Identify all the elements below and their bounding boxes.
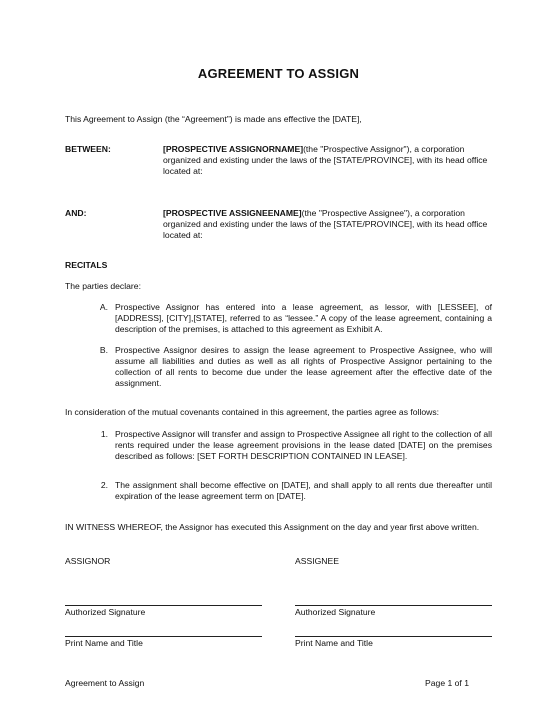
term-2-marker: 2. — [100, 480, 108, 490]
assignor-signature-line[interactable] — [65, 605, 262, 606]
assignee-print-name-line[interactable] — [295, 636, 492, 637]
footer-document-name: Agreement to Assign — [65, 678, 145, 688]
recital-a-marker: A. — [99, 302, 108, 312]
and-label: AND: — [65, 208, 87, 218]
intro-paragraph: This Agreement to Assign (the “Agreement”) is made ans effective the [DATE], — [65, 114, 362, 124]
document-title: AGREEMENT TO ASSIGN — [197, 66, 360, 81]
between-party-text — [163, 144, 493, 177]
term-1-text: Prospective Assignor will transfer and assign to Prospective Assignee all right to the collection of all rents required under the lease agreement provisions in the lease dated [DATE] on the premises described as follows: [SET FORTH DESCRIPTION CONTAINED IN LEASE]. — [115, 429, 492, 461]
assignor-description: (the "Prospective Assignor"), a corporation organized and existing under the laws of the [STATE/PROVINCE], with its head office located at: — [163, 144, 488, 176]
assignor-name-placeholder: [PROSPECTIVE ASSIGNORNAME] — [163, 144, 304, 154]
assignee-name-placeholder: [PROSPECTIVE ASSIGNEENAME] — [163, 208, 302, 218]
recital-b-marker: B. — [99, 345, 108, 355]
assignee-description: (the "Prospective Assignee"), a corporation organized and existing under the laws of the [STATE/PROVINCE], with its head office located at: — [163, 208, 488, 240]
footer-page-number: Page 1 of 1 — [425, 678, 469, 688]
assignee-print-caption: Print Name and Title — [295, 638, 373, 648]
assignee-signature-line[interactable] — [295, 605, 492, 606]
assignor-label: ASSIGNOR — [65, 556, 111, 566]
assignor-signature-caption: Authorized Signature — [65, 607, 146, 617]
assignee-signature-caption: Authorized Signature — [295, 607, 376, 617]
term-1-marker: 1. — [100, 429, 108, 439]
assignor-print-name-line[interactable] — [65, 636, 262, 637]
witness-paragraph: IN WITNESS WHEREOF, the Assignor has executed this Assignment on the day and year first above written. — [65, 522, 480, 532]
recital-b-text: Prospective Assignor desires to assign the lease agreement to Prospective Assignee, who will assume all liabilities and duties as well as all rights of Prospective Assignor pertaining to the collection of all rents to become due under the lease agreement after the effective date of the assignment. — [115, 345, 492, 388]
recital-a-text: Prospective Assignor has entered into a lease agreement, as lessor, with [LESSEE], of [ADDRESS], [CITY],[STATE], referred to as “lessee.” A copy of the lease agreement, containing a description of the premises, is attached to this agreement as Exhibit A. — [115, 302, 492, 334]
recitals-heading: RECITALS — [65, 260, 108, 270]
between-label: BETWEEN: — [65, 144, 111, 154]
term-2-text: The assignment shall become effective on [DATE], and shall apply to all rents due thereafter until expiration of the lease agreement term on [DATE]. — [115, 480, 492, 501]
assignor-print-caption: Print Name and Title — [65, 638, 143, 648]
recitals-lead: The parties declare: — [65, 281, 141, 291]
consideration-paragraph: In consideration of the mutual covenants contained in this agreement, the parties agree as follows: — [65, 407, 440, 417]
assignee-label: ASSIGNEE — [295, 556, 339, 566]
and-party-text — [163, 208, 493, 241]
